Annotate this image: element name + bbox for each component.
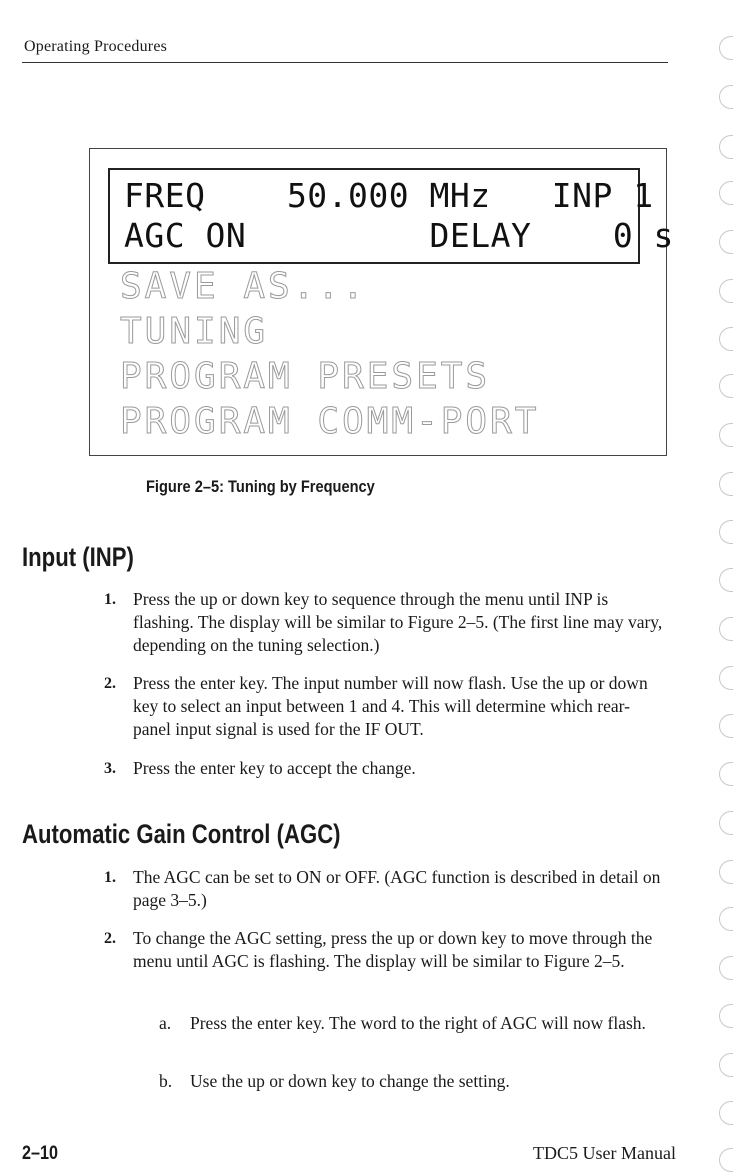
lcd-display	[108, 168, 674, 264]
step-text: Press the up or down key to sequence through the menu until INP is flashing. The display will be similar to Figure 2–5. (The first line may vary, depending on the tuning selection.)	[133, 589, 663, 655]
list-item	[104, 866, 664, 912]
figure-caption: Figure 2–5: Tuning by Frequency	[146, 477, 375, 496]
list-item	[104, 757, 664, 780]
binder-hole	[719, 472, 733, 496]
binder-hole	[719, 374, 733, 398]
header-divider	[22, 62, 668, 63]
binder-hole	[719, 568, 733, 592]
step-number: 1.	[104, 869, 116, 886]
binder-hole	[719, 85, 733, 109]
substep-text: Use the up or down key to change the setting.	[190, 1071, 510, 1091]
list-item	[104, 672, 664, 741]
substep-letter: a.	[159, 1013, 172, 1033]
binder-hole	[719, 230, 733, 254]
manual-title: TDC5 User Manual	[533, 1143, 676, 1163]
binder-hole	[719, 1053, 733, 1077]
step-number: 2.	[104, 675, 116, 692]
menu-option-program-comm-port: PROGRAM COMM-PORT	[120, 401, 540, 442]
binder-hole	[719, 907, 733, 931]
step-number: 3.	[104, 760, 116, 777]
binder-hole	[719, 811, 733, 835]
step-text: To change the AGC setting, press the up or down key to move through the menu until AGC is flashing. The display will be similar to Figure 2–5.	[133, 928, 653, 971]
lcd-line-1: FREQ 50.000 MHz INP 1	[124, 176, 654, 215]
list-item	[104, 588, 664, 657]
sub-list-item	[159, 1070, 659, 1093]
menu-option-program-presets: PROGRAM PRESETS	[120, 356, 491, 397]
binder-holes	[708, 0, 738, 1176]
binder-hole	[719, 1101, 733, 1125]
binder-hole	[719, 135, 733, 159]
step-number: 2.	[104, 930, 116, 947]
section-header-title: Operating Procedures	[24, 38, 168, 55]
page-number: 2–10	[22, 1143, 58, 1164]
binder-hole	[719, 520, 733, 544]
menu-option-tuning: TUNING	[120, 311, 269, 352]
binder-hole	[719, 666, 733, 690]
step-text: The AGC can be set to ON or OFF. (AGC function is described in detail on page 3–5.)	[133, 867, 661, 910]
step-number: 1.	[104, 591, 116, 608]
substep-text: Press the enter key. The word to the right of AGC will now flash.	[190, 1013, 646, 1033]
section-heading-input: Input (INP)	[22, 542, 134, 572]
list-item	[104, 927, 664, 973]
binder-hole	[719, 181, 733, 205]
binder-hole	[719, 762, 733, 786]
binder-hole	[719, 1004, 733, 1028]
binder-hole	[719, 36, 733, 60]
binder-hole	[719, 1148, 733, 1172]
binder-hole	[719, 860, 733, 884]
binder-hole	[719, 423, 733, 447]
step-text: Press the enter key to accept the change.	[133, 758, 416, 778]
section-heading-agc: Automatic Gain Control (AGC)	[22, 819, 341, 849]
binder-hole	[719, 617, 733, 641]
binder-hole	[719, 327, 733, 351]
substep-letter: b.	[159, 1071, 173, 1091]
binder-hole	[719, 279, 733, 303]
binder-hole	[719, 714, 733, 738]
lcd-line-2: AGC ON DELAY 0 s	[124, 216, 674, 255]
sub-list-item	[159, 1012, 659, 1035]
menu-option-save-as: SAVE AS...	[120, 266, 367, 307]
binder-hole	[719, 956, 733, 980]
step-text: Press the enter key. The input number will now flash. Use the up or down key to select an input between 1 and 4. This will determine which rear-panel input signal is used for the IF OUT.	[133, 673, 648, 739]
